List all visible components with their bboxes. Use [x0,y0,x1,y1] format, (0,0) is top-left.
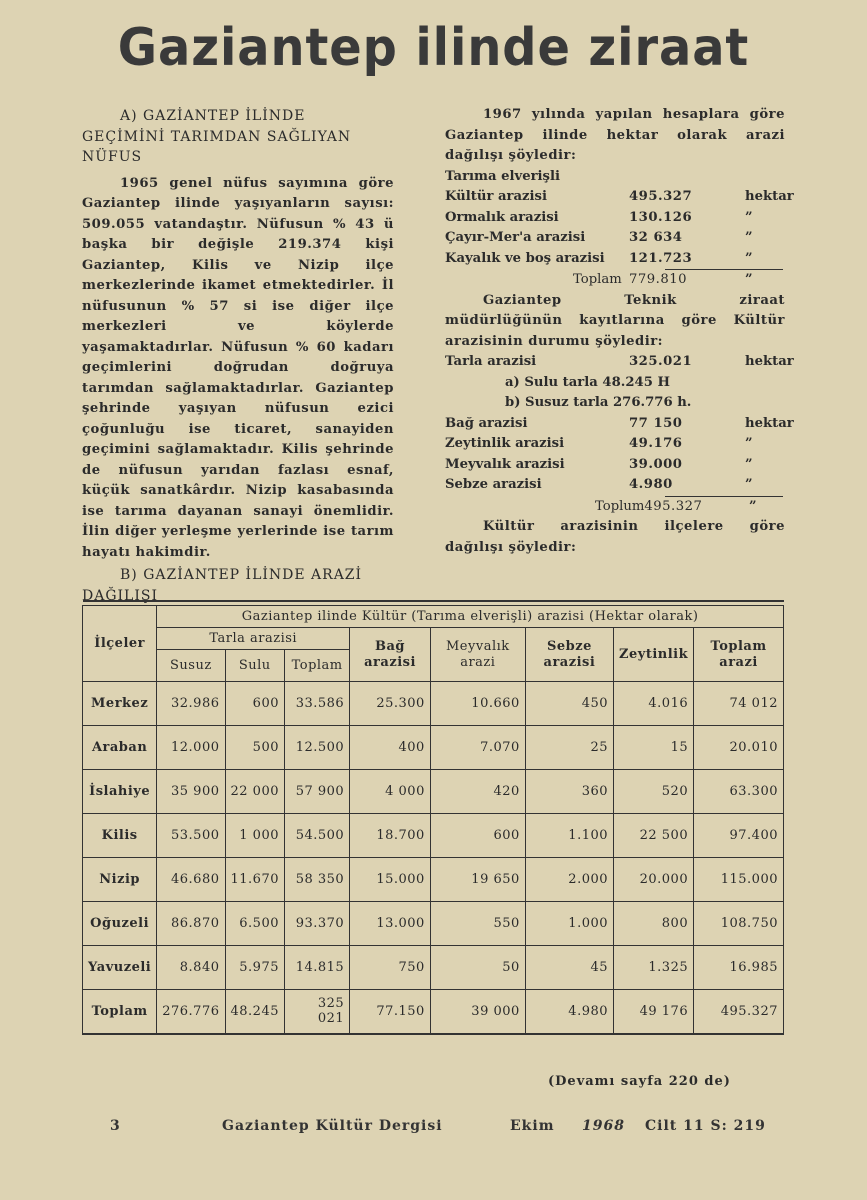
cell-meyva: 10.660 [430,682,525,726]
table-body [83,682,784,1037]
cell-sulu: 600 [225,682,285,726]
land2-unit: ” [745,456,753,472]
table-bottom-rule [83,1034,784,1037]
land1-row [445,249,785,270]
tarla-value: 325.021 [629,354,693,369]
land2-label: Bağ arazisi [445,415,528,431]
land1-label: Kültür arazisi [445,189,547,204]
district-land-table [82,600,784,1037]
land1-unit: ” [745,250,753,266]
issue-volume: Cilt 11 S: 219 [645,1118,766,1134]
cell-sebze: 360 [525,770,613,814]
land2-unit: ” [745,477,753,492]
cell-total: 97.400 [694,814,784,858]
land2-row [445,455,785,476]
land2-unit: hektar [745,415,794,431]
land2-row [445,434,785,455]
cell-susuz: 276.776 [157,990,225,1034]
cell-susuz: 8.840 [157,946,225,990]
cell-total: 74 012 [694,682,784,726]
land1-row [445,167,785,188]
culture-intro [445,291,785,353]
cell-toplam: 54.500 [285,814,350,858]
culture-total-unit: ” [748,498,757,514]
land-intro [445,105,785,167]
section-a-text: 1965 genel nüfus sayımına göre Gaziantep ilinde yaşıyanların sayısı: 509.055 vatandaştır. Nüfusun % 43 ü başka bir değişle 219.374 kişi Gaziantep, Kilis ve Nizip ilçe merkezlerinde ikamet etmektedirler. İl nüfusunun % 57 si ise diğer ilçe merkezleri ve köylerde yaşamaktadırlar. Nüfusun % 60 kadarı geçimlerini doğrudan doğruya tarımdan sağlamaktadırlar. Gaziantep şehrinde yaşıyan nüfusun ezici çoğunluğu ise ticaret, sanayiden geçimini sağlamaktadır. Kilis şehrinde de nüfusun yarıdan fazlası esnaf, küçük sanatkârdır. Nizip kasabasında ise tarıma dayanan sanayi önemlidir. İlin diğer yerleşme yerlerinde ise tarım hayatı hakimdir. [82,175,394,560]
header-meyva: Meyvalık arazi [430,628,525,682]
land2-value: 39.000 [629,456,683,472]
table-row [83,990,784,1034]
land1-unit [745,167,785,188]
cell-sulu: 6.500 [225,902,285,946]
section-b-heading: B) GAZİANTEP İLİNDE ARAZİ DAĞILIŞI [82,567,363,604]
header-bag: Bağ arazisi [350,628,431,682]
land-total-label: Toplam [573,272,622,287]
land1-value: 130.126 [629,209,693,225]
page-title: Gaziantep ilinde ziraat [117,18,750,78]
issue-year: 1968 [582,1118,625,1134]
cell-zeytin: 20.000 [614,858,694,902]
cell-toplam: 93.370 [285,902,350,946]
cell-meyva: 50 [430,946,525,990]
land2-row [445,414,794,435]
land2-unit: ” [745,436,753,451]
land2-label: Zeytinlik arazisi [445,436,565,451]
header-sulu: Sulu [225,650,285,682]
district-name: İslahiye [83,770,157,814]
cell-sebze: 450 [525,682,613,726]
cell-total: 115.000 [694,858,784,902]
land2-value: 49.176 [629,436,683,451]
cell-bag: 13.000 [350,902,431,946]
cell-susuz: 35 900 [157,770,225,814]
cell-sebze: 4.980 [525,990,613,1034]
cell-meyva: 420 [430,770,525,814]
header-toplam-arazi: Toplam arazi [694,628,784,682]
cell-zeytin: 4.016 [614,682,694,726]
cell-zeytin: 1.325 [614,946,694,990]
land2-value: 77 150 [629,415,683,431]
cell-sulu: 11.670 [225,858,285,902]
cell-bag: 25.300 [350,682,431,726]
cell-susuz: 46.680 [157,858,225,902]
cell-meyva: 19 650 [430,858,525,902]
tarla-row [445,352,794,373]
section-a-heading: A) GAZİANTEP İLİNDE GEÇİMİNİ TARIMDAN SAĞLIYAN NÜFUS [82,108,352,165]
right-column [445,105,794,558]
cell-toplam: 14.815 [285,946,350,990]
district-name: Toplam [83,990,157,1034]
header-tarla: Tarla arazisi [157,628,350,650]
culture-intro-text: Gaziantep Teknik ziraat müdürlüğünün kayıtlarına göre Kültür arazisinin durumu şöyledir: [445,292,785,349]
land1-value: 32 634 [629,230,683,245]
district-name: Yavuzeli [83,946,157,990]
district-name: Oğuzeli [83,902,157,946]
issue-month: Ekim [510,1118,555,1134]
cell-toplam: 58 350 [285,858,350,902]
cell-sulu: 1 000 [225,814,285,858]
land2-label: Sebze arazisi [445,477,542,492]
land-total-row [445,270,785,291]
section-a-paragraph [82,174,394,564]
journal-name: Gaziantep Kültür Dergisi [222,1118,443,1134]
cell-toplam: 12.500 [285,726,350,770]
land-distribution-list [445,167,794,270]
table-row [83,858,784,902]
land1-row [445,187,794,208]
land1-label: Tarıma elverişli [445,168,560,184]
cell-sebze: 2.000 [525,858,613,902]
land-total-value: 779.810 [629,272,688,287]
cell-sebze: 1.100 [525,814,613,858]
cell-susuz: 32.986 [157,682,225,726]
left-column [82,106,394,606]
land1-value [629,167,745,188]
continued-note: (Devamı sayfa 220 de) [548,1074,731,1089]
land1-unit: ” [745,209,753,225]
district-name: Kilis [83,814,157,858]
cell-toplam: 33.586 [285,682,350,726]
cell-total: 16.985 [694,946,784,990]
land1-unit: ” [745,230,753,245]
cell-zeytin: 22 500 [614,814,694,858]
cell-sebze: 25 [525,726,613,770]
header-zeytin: Zeytinlik [614,628,694,682]
tarla-unit: hektar [745,354,794,369]
cell-susuz: 53.500 [157,814,225,858]
table-row [83,814,784,858]
culture-total-label: Toplum [595,498,645,514]
land1-value: 121.723 [629,250,693,266]
cell-bag: 77.150 [350,990,431,1034]
cell-meyva: 39 000 [430,990,525,1034]
header-toplam: Toplam [285,650,350,682]
page-number: 3 [110,1118,121,1134]
cell-susuz: 12.000 [157,726,225,770]
cell-sebze: 1.000 [525,902,613,946]
cell-susuz: 86.870 [157,902,225,946]
cell-sulu: 48.245 [225,990,285,1034]
culture-list [445,414,794,496]
cell-total: 495.327 [694,990,784,1034]
land1-unit: hektar [745,189,794,204]
land-intro-text: 1967 yılında yapılan hesaplara göre Gaziantep ilinde hektar olarak arazi dağılışı şöyledir: [445,107,785,163]
land2-label: Meyvalık arazisi [445,456,565,472]
tarla-label: Tarla arazisi [445,354,537,369]
cell-total: 108.750 [694,902,784,946]
cell-bag: 18.700 [350,814,431,858]
cell-zeytin: 800 [614,902,694,946]
cell-meyva: 550 [430,902,525,946]
table-row [83,902,784,946]
cell-sulu: 500 [225,726,285,770]
culture-total-row [445,497,785,518]
district-name: Araban [83,726,157,770]
land2-row [445,475,785,496]
land1-value: 495.327 [629,189,693,204]
land1-label: Kayalık ve boş arazisi [445,250,605,266]
cell-zeytin: 49 176 [614,990,694,1034]
cell-bag: 400 [350,726,431,770]
cell-bag: 15.000 [350,858,431,902]
cell-zeytin: 15 [614,726,694,770]
cell-zeytin: 520 [614,770,694,814]
table-row [83,726,784,770]
district-intro [445,517,785,558]
table-row [83,682,784,726]
table-row [83,946,784,990]
cell-total: 20.010 [694,726,784,770]
land1-label: Çayır-Mer'a arazisi [445,230,586,245]
cell-meyva: 600 [430,814,525,858]
susuz-line: b) Susuz tarla 276.776 h. [505,395,692,410]
culture-total-value: 495.327 [644,498,703,514]
land1-row [445,228,785,249]
cell-toplam: 325 021 [285,990,350,1034]
cell-sebze: 45 [525,946,613,990]
cell-bag: 4 000 [350,770,431,814]
header-group: Gaziantep ilinde Kültür (Tarıma elverişli) arazisi (Hektar olarak) [157,606,784,628]
land1-row [445,208,785,229]
cell-sulu: 22 000 [225,770,285,814]
land2-value: 4.980 [629,477,673,492]
table-row [83,770,784,814]
sulu-line: a) Sulu tarla 48.245 H [505,374,670,390]
cell-sulu: 5.975 [225,946,285,990]
cell-toplam: 57 900 [285,770,350,814]
land1-label: Ormalık arazisi [445,209,559,225]
header-ilceler: İlçeler [83,606,157,682]
district-name: Nizip [83,858,157,902]
header-susuz: Susuz [157,650,225,682]
cell-meyva: 7.070 [430,726,525,770]
cell-bag: 750 [350,946,431,990]
header-sebze: Sebze arazisi [525,628,613,682]
cell-total: 63.300 [694,770,784,814]
district-name: Merkez [83,682,157,726]
district-intro-text: Kültür arazisinin ilçelere göre dağılışı şöyledir: [445,519,785,555]
land-total-unit: ” [745,272,753,287]
